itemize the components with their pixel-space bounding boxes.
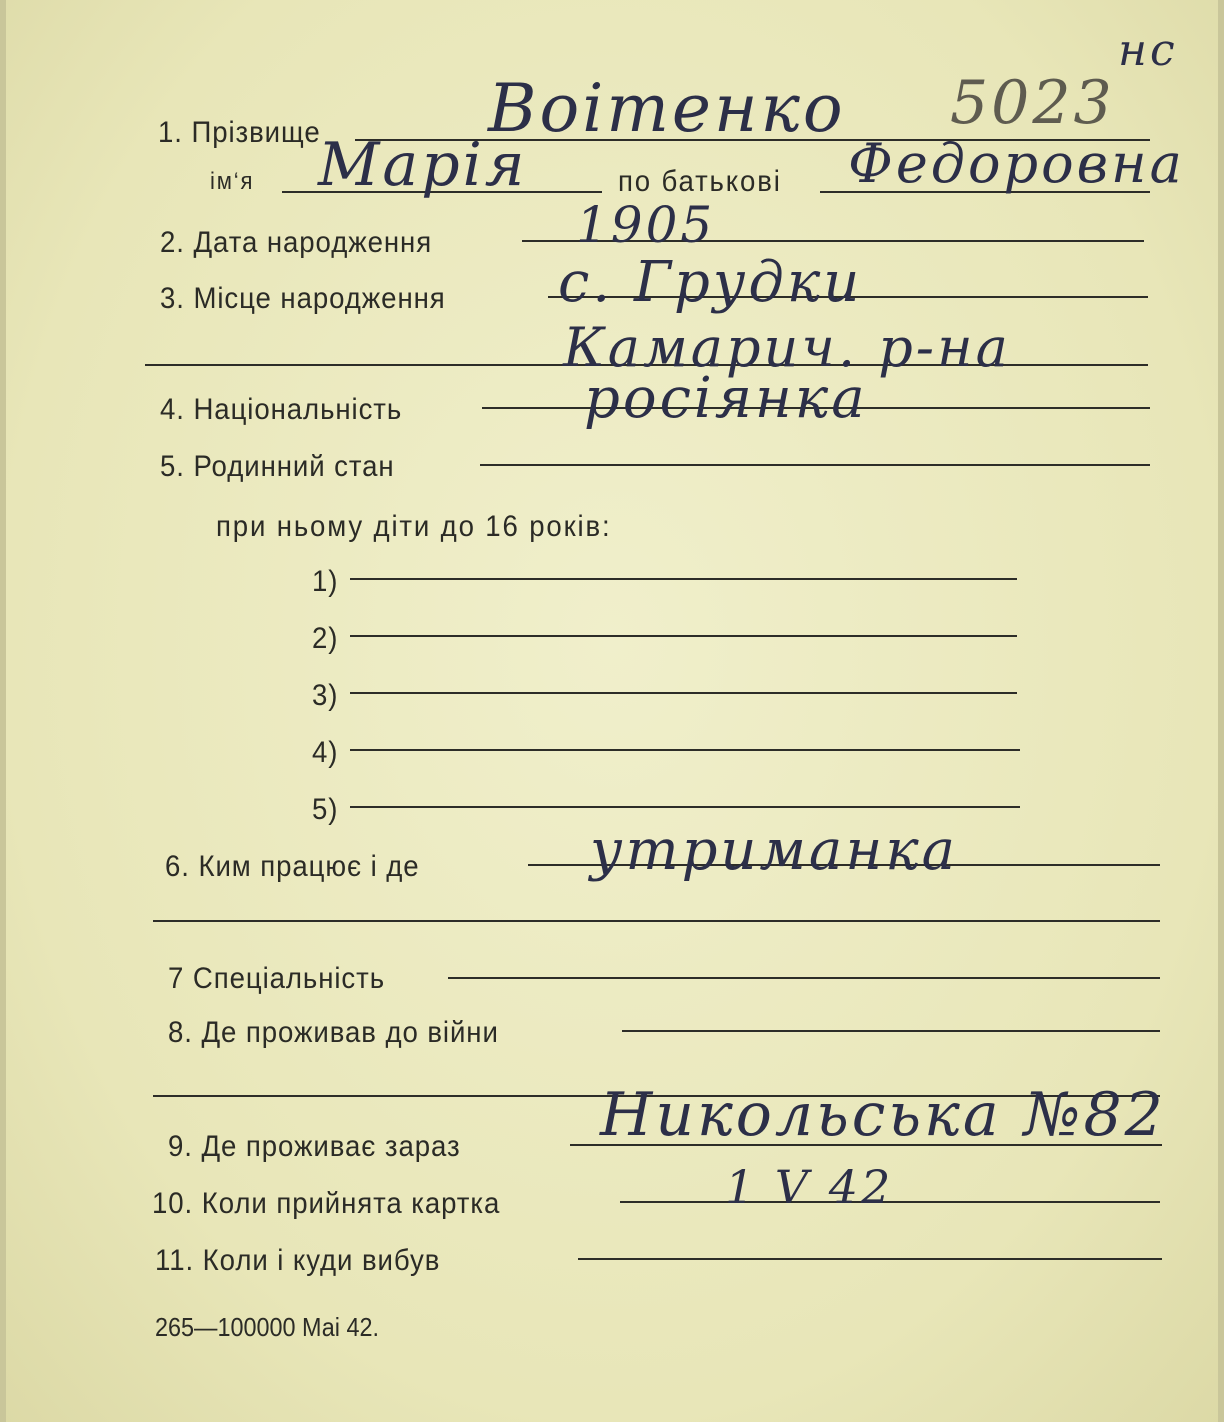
name-label: ім‘я xyxy=(210,168,255,195)
specialty-label: 7 Спеціальність xyxy=(168,962,386,995)
child-line-3 xyxy=(350,692,1017,694)
prewar-line xyxy=(622,1030,1160,1032)
child-line-4 xyxy=(350,749,1020,751)
child-number-2: 2) xyxy=(312,622,339,655)
departed-line xyxy=(578,1258,1162,1260)
child-line-1 xyxy=(350,578,1017,580)
birthdate-label: 2. Дата народження xyxy=(160,226,433,259)
handwritten-current-address: Никольська №82 xyxy=(600,1080,1166,1150)
child-number-3: 3) xyxy=(312,679,339,712)
specialty-line xyxy=(448,977,1160,979)
work-label: 6. Ким працює і де xyxy=(165,850,420,883)
card-left-edge xyxy=(0,0,6,1422)
handwritten-birthplace-2: Камарич. р-на xyxy=(563,316,1011,379)
card-accepted-label: 10. Коли прийнята картка xyxy=(152,1187,501,1220)
handwritten-work: утриманка xyxy=(590,818,959,883)
child-number-1: 1) xyxy=(312,565,339,598)
handwritten-name: Марія xyxy=(318,130,528,200)
patronymic-label: по батькові xyxy=(618,165,782,198)
birthplace-label: 3. Місце народження xyxy=(160,282,446,315)
handwritten-corner-mark: нс xyxy=(1118,25,1178,76)
nationality-label: 4. Національність xyxy=(160,393,403,426)
handwritten-nationality: росіянка xyxy=(584,366,868,431)
marital-label: 5. Родинний стан xyxy=(160,450,395,483)
prewar-label: 8. Де проживав до війни xyxy=(168,1016,499,1049)
handwritten-birthplace-1: с. Грудки xyxy=(558,250,863,315)
card-right-edge xyxy=(1218,0,1224,1422)
work-line-2 xyxy=(153,920,1160,922)
child-number-5: 5) xyxy=(312,793,339,826)
handwritten-patronymic: Федоровна xyxy=(848,132,1185,195)
handwritten-surname: Воітенко xyxy=(488,70,846,147)
child-line-5 xyxy=(350,806,1020,808)
marital-line xyxy=(480,464,1150,466)
current-address-label: 9. Де проживає зараз xyxy=(168,1130,461,1163)
handwritten-number: 5023 xyxy=(950,68,1115,138)
child-line-2 xyxy=(350,635,1017,637)
child-number-4: 4) xyxy=(312,736,339,769)
handwritten-card-accepted: 1 V 42 xyxy=(725,1160,894,1214)
departed-label: 11. Коли і куди вибув xyxy=(155,1244,441,1277)
children-label: при ньому діти до 16 років: xyxy=(216,510,612,543)
handwritten-birth-year: 1905 xyxy=(576,196,716,254)
surname-label: 1. Прізвище xyxy=(158,116,321,149)
print-code-footer: 265—100000 Маі 42. xyxy=(155,1312,380,1342)
